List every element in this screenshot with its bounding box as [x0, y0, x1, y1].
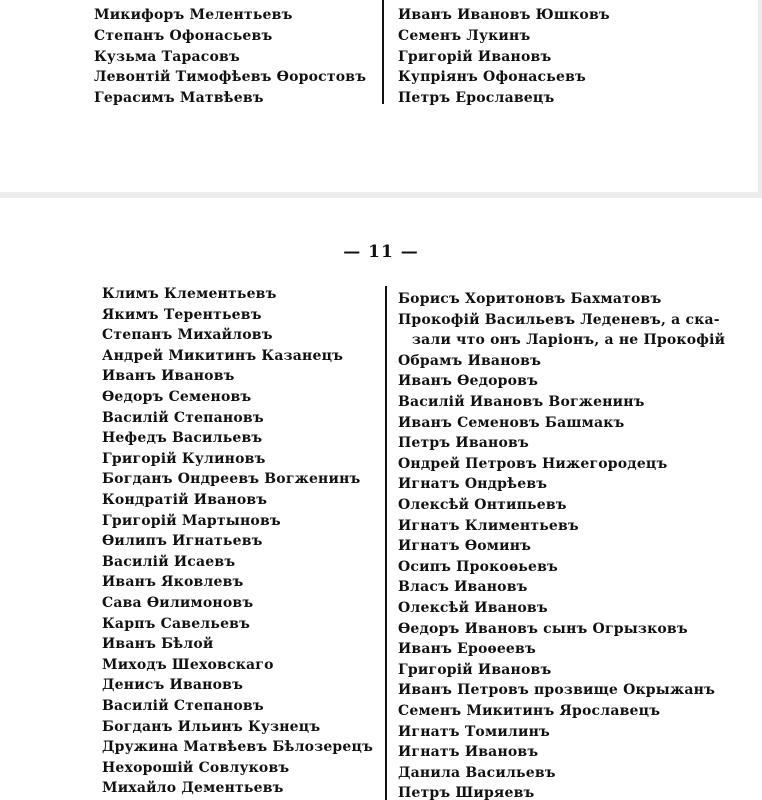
name-entry: Обрамъ Ивановъ — [398, 352, 542, 369]
name-entry: Иванъ Бѣлой — [102, 636, 214, 653]
bottom-page — [0, 198, 762, 800]
name-entry: Кондратій Ивановъ — [102, 492, 268, 508]
name-entry: Семенъ Лукинъ — [398, 27, 531, 44]
name-entry: Андрей Микитинъ Казанецъ — [102, 347, 344, 364]
name-entry: Купріянъ Офонасьевъ — [398, 69, 586, 86]
name-entry: Григорій Кулиновъ — [102, 450, 266, 467]
name-entry: Нефедъ Васильевъ — [102, 430, 263, 447]
name-entry: Олексѣй Онтипьевъ — [398, 497, 567, 513]
name-entry: Степанъ Офонасьевъ — [94, 27, 273, 44]
name-entry: Игнатъ Томилинъ — [398, 723, 550, 740]
name-entry: Степанъ Михайловъ — [102, 327, 273, 344]
name-entry: Борисъ Хоритоновъ Бахматовъ — [398, 291, 662, 307]
name-entry: Денисъ Ивановъ — [102, 677, 244, 694]
name-entry: Михайло Дементьевъ — [102, 780, 284, 797]
page-number: — 11 — — [343, 242, 419, 262]
name-entry: Миходъ Шеховскаго — [102, 656, 274, 673]
name-entry: Нехорошій Совлуковъ — [102, 759, 290, 776]
name-entry: Осипъ Прокоѳьевъ — [398, 558, 558, 575]
name-entry: Олексѣй Ивановъ — [398, 600, 548, 616]
name-entry: Иванъ Ивановъ — [102, 368, 235, 385]
name-entry: Кузьма Тарасовъ — [94, 48, 240, 65]
name-entry: Игнатъ Ѳоминъ — [398, 538, 532, 555]
name-entry: Власъ Ивановъ — [398, 579, 528, 596]
name-entry: Якимъ Терентьевъ — [102, 306, 262, 323]
name-entry: Ѳедоръ Семеновъ — [102, 389, 252, 405]
name-entry: Игнатъ Ивановъ — [398, 744, 539, 761]
name-entry: Петръ Ширяевъ — [398, 785, 535, 800]
name-entry: Герасимъ Матвѣевъ — [94, 90, 264, 107]
name-entry: Игнатъ Климентьевъ — [398, 517, 579, 534]
top-page — [0, 0, 758, 192]
name-entry: Семенъ Микитинъ Ярославецъ — [398, 703, 661, 719]
name-entry: Карпъ Савельевъ — [102, 615, 251, 632]
name-entry: Василій Степановъ — [102, 698, 264, 714]
name-entry: Григорій Ивановъ — [398, 661, 552, 678]
name-entry: Григорій Ивановъ — [398, 48, 552, 65]
name-entry: Прокофій Васильевъ Леденевъ, а ска- — [398, 311, 720, 328]
name-entry: Иванъ Петровъ прозвище Окрыжанъ — [398, 682, 716, 699]
name-entry: Григорій Мартыновъ — [102, 512, 281, 529]
name-entry: Богданъ Ондреевъ Вогженинъ — [102, 471, 361, 488]
name-entry: Василій Степановъ — [102, 409, 264, 426]
name-entry: Иванъ Ероѳеевъ — [398, 641, 536, 658]
name-entry: Левонтій Тимофѣевъ Ѳоростовъ — [94, 69, 367, 86]
name-entry: Иванъ Семеновъ Башмакъ — [398, 414, 625, 431]
name-entry: Ѳилипъ Игнатьевъ — [102, 533, 263, 550]
name-entry: Данила Васильевъ — [398, 764, 556, 781]
name-entry: Микифоръ Мелентьевъ — [94, 7, 293, 23]
name-entry: Климъ Клементьевъ — [102, 286, 277, 302]
column-divider — [385, 286, 387, 800]
name-entry: Богданъ Ильинъ Кузнецъ — [102, 718, 321, 735]
name-entry: Василій Исаевъ — [102, 553, 236, 570]
name-entry: Игнатъ Ондрѣевъ — [398, 476, 548, 493]
name-entry: Иванъ Яковлевъ — [102, 574, 244, 591]
name-entry: Ѳедоръ Ивановъ сынъ Огрызковъ — [398, 620, 688, 637]
name-entry: зали что онъ Ларіонъ, а не Прокофій — [412, 332, 726, 349]
name-entry: Василій Ивановъ Вогженинъ — [398, 394, 645, 410]
name-entry: Иванъ Ивановъ Юшковъ — [398, 7, 610, 23]
name-entry: Дружина Матвѣевъ Бѣлозерецъ — [102, 739, 374, 756]
name-entry: Петръ Ивановъ — [398, 435, 529, 452]
name-entry: Сава Ѳилимоновъ — [102, 595, 254, 611]
name-entry: Иванъ Ѳедоровъ — [398, 373, 539, 390]
name-entry: Петръ Ерославецъ — [398, 90, 555, 107]
column-divider — [382, 0, 384, 104]
name-entry: Ондрей Петровъ Нижегородецъ — [398, 455, 668, 472]
